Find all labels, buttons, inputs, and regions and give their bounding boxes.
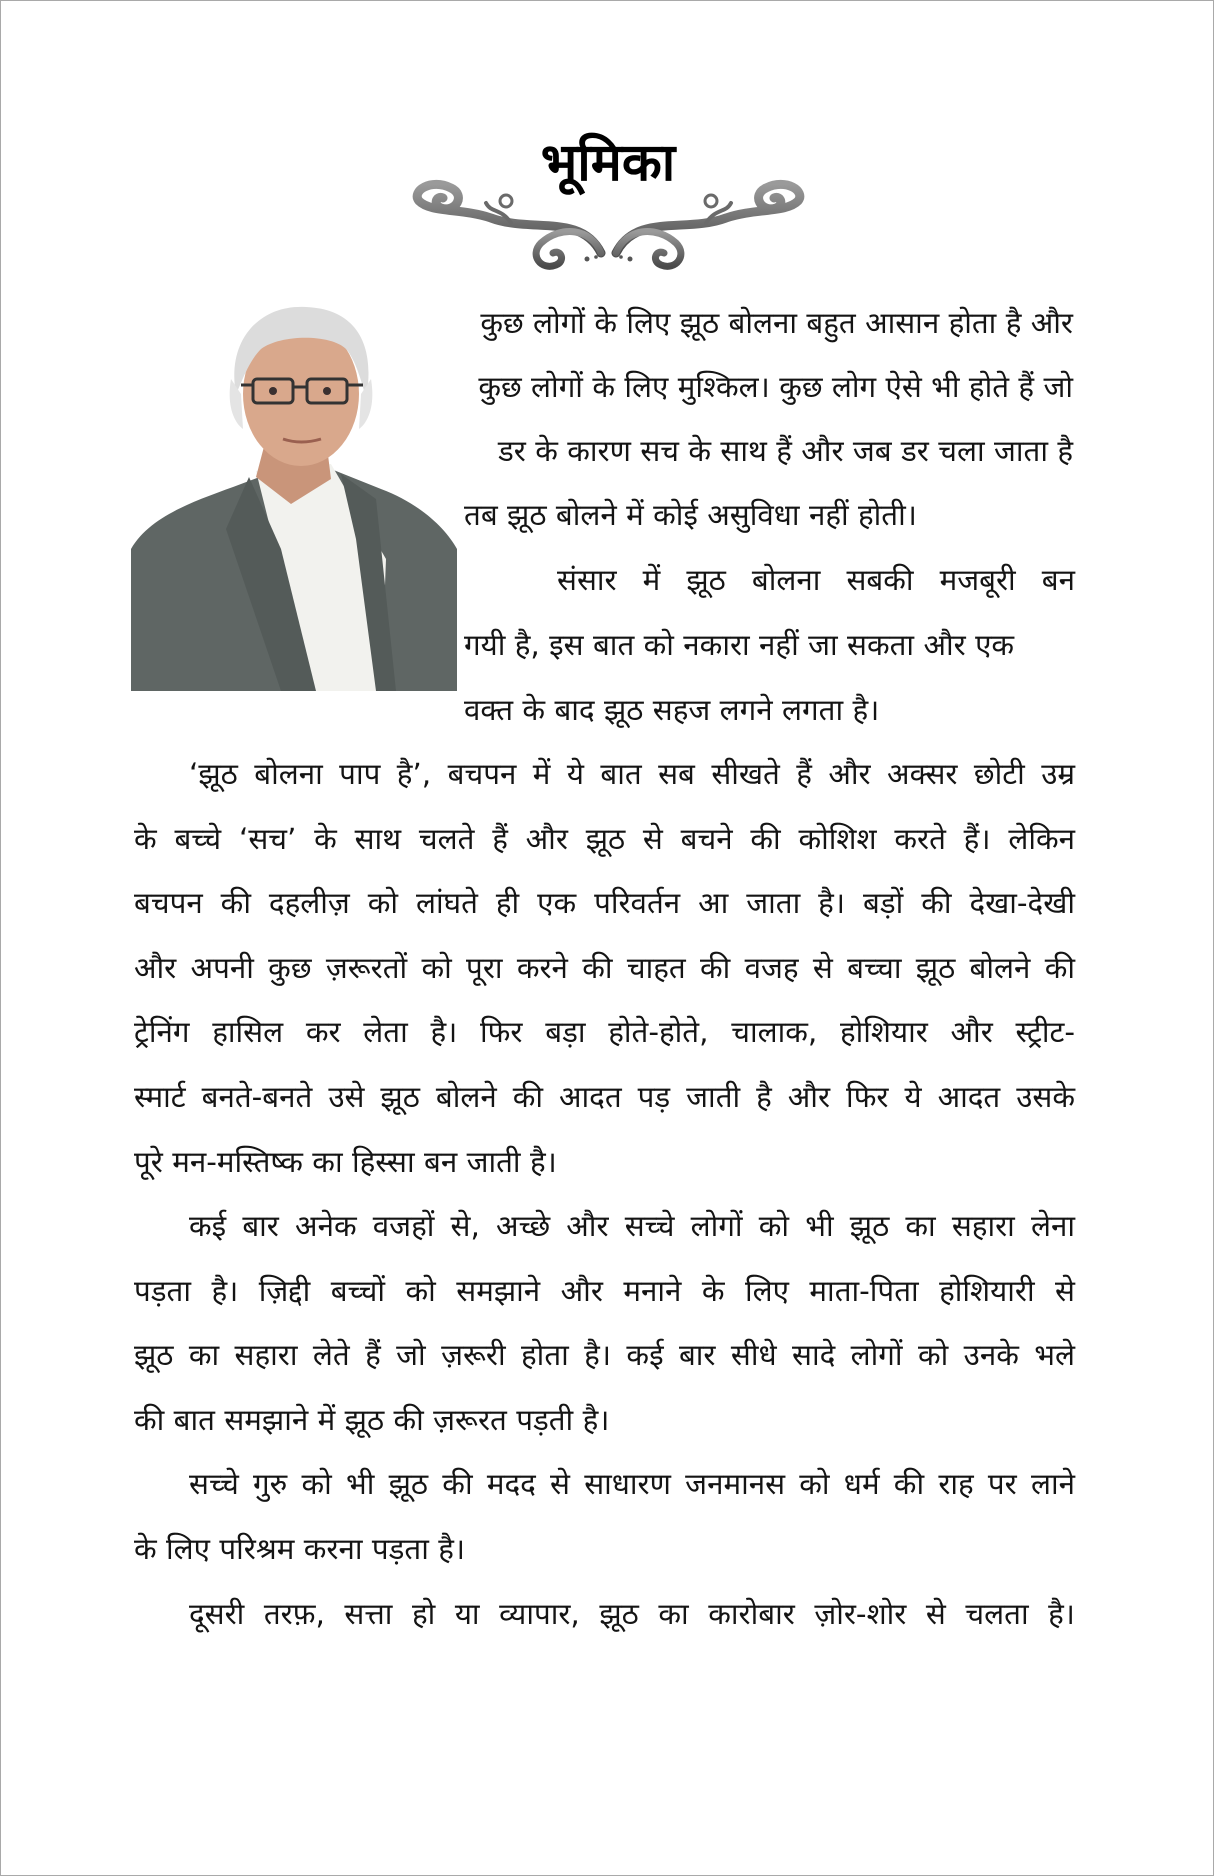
- text-line: की बात समझाने में झूठ की ज़रूरत पड़ती है।: [134, 1403, 610, 1437]
- text-line: गयी है, इस बात को नकारा नहीं जा सकता और एक: [464, 628, 1015, 662]
- text-line: और अपनी कुछ ज़रूरतों को पूरा करने की चाहत की वजह से बच्चा झूठ बोलने की: [134, 951, 1075, 985]
- author-portrait-image: [131, 299, 457, 691]
- text-line: के बच्चे ‘सच’ के साथ चलते हैं और झूठ से बचने की कोशिश करते हैं। लेकिन: [134, 822, 1075, 856]
- ornament-flourish-icon: [411, 173, 806, 273]
- page-title: भूमिका: [540, 133, 676, 193]
- text-line: स्मार्ट बनते-बनते उसे झूठ बोलने की आदत पड़ जाती है और फिर ये आदत उसके: [134, 1080, 1075, 1114]
- text-line: ‘झूठ बोलना पाप है’, बचपन में ये बात सब सीखते हैं और अक्सर छोटी उम्र: [189, 757, 1075, 791]
- text-line: बचपन की दहलीज़ को लांघते ही एक परिवर्तन आ जाता है। बड़ों की देखा-देखी: [134, 886, 1075, 920]
- text-line: के लिए परिश्रम करना पड़ता है।: [134, 1532, 466, 1566]
- text-line: कुछ लोगों के लिए झूठ बोलना बहुत आसान होता है और: [480, 306, 1073, 340]
- author-photo: [131, 299, 457, 691]
- text-line: झूठ का सहारा लेते हैं जो ज़रूरी होता है। कई बार सीधे सादे लोगों को उनके भले: [134, 1338, 1075, 1372]
- text-line: तब झूठ बोलने में कोई असुविधा नहीं होती।: [464, 498, 917, 532]
- text-line: दूसरी तरफ़, सत्ता हो या व्यापार, झूठ का कारोबार ज़ोर-शोर से चलता है।: [189, 1597, 1075, 1631]
- text-line: पूरे मन-मस्तिष्क का हिस्सा बन जाती है।: [134, 1145, 557, 1179]
- text-line: वक्त के बाद झूठ सहज लगने लगता है।: [464, 693, 880, 727]
- text-line: ट्रेनिंग हासिल कर लेता है। फिर बड़ा होते-होते, चालाक, होशियार और स्ट्रीट-: [134, 1015, 1075, 1049]
- text-line: पड़ता है। ज़िद्दी बच्चों को समझाने और मनाने के लिए माता-पिता होशियारी से: [134, 1274, 1075, 1308]
- text-line: कुछ लोगों के लिए मुश्किल। कुछ लोग ऐसे भी होते हैं जो: [478, 370, 1073, 404]
- text-line: कई बार अनेक वजहों से, अच्छे और सच्चे लोगों को भी झूठ का सहारा लेना: [189, 1209, 1075, 1243]
- text-line: डर के कारण सच के साथ हैं और जब डर चला जाता है: [498, 434, 1073, 468]
- text-line: सच्चे गुरु को भी झूठ की मदद से साधारण जनमानस को धर्म की राह पर लाने: [189, 1467, 1075, 1501]
- text-line: संसार में झूठ बोलना सबकी मजबूरी बन: [557, 563, 1075, 597]
